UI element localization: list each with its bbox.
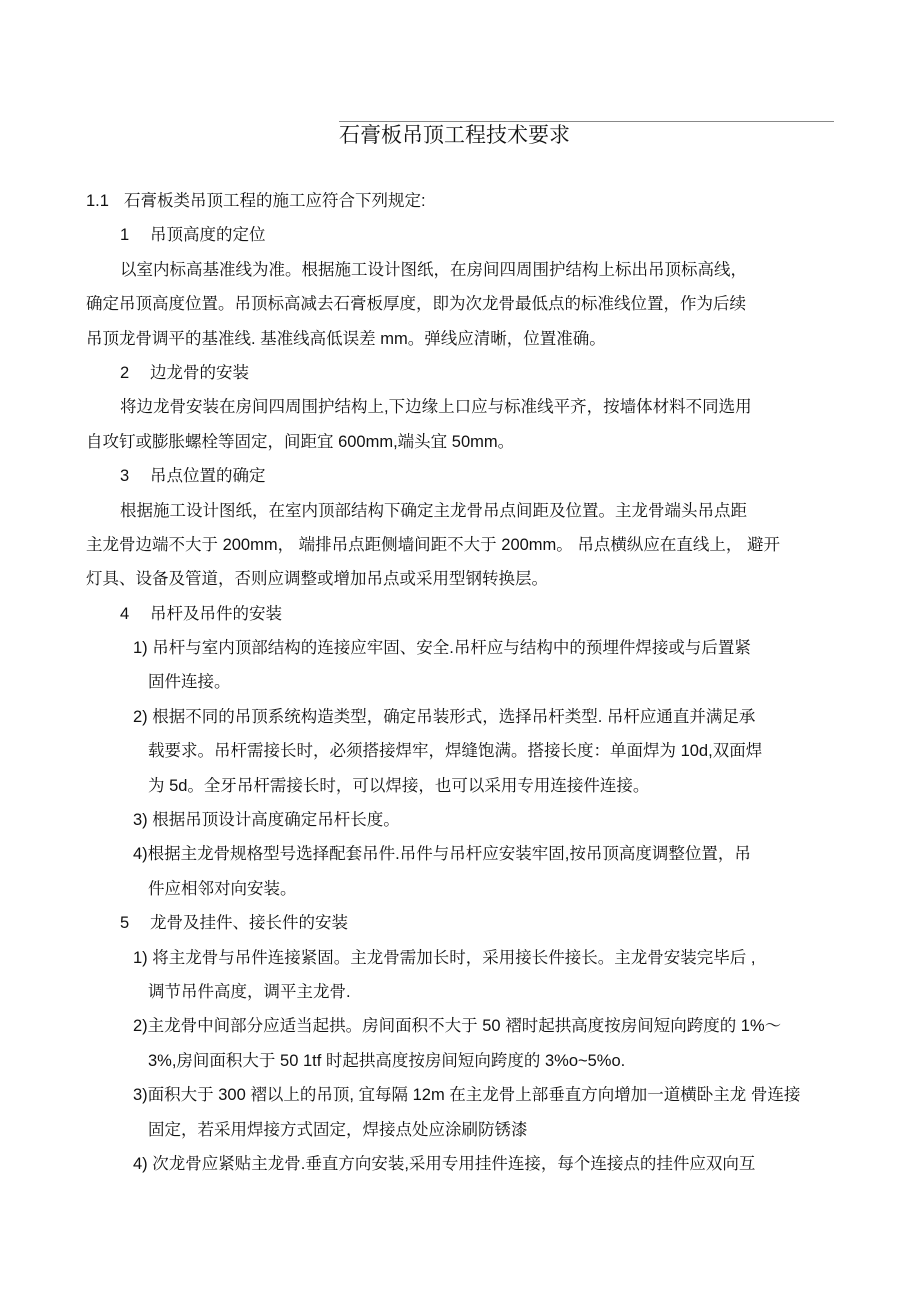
subsection-text: 吊顶高度的定位 bbox=[150, 226, 266, 245]
subsection-text: 边龙骨的安装 bbox=[150, 363, 249, 382]
paragraph-line: 确定吊顶高度位置。吊顶标高减去石膏板厚度，即为次龙骨最低点的标准线位置，作为后续 bbox=[86, 295, 746, 314]
list-item: 3)面积大于 300 褶以上的吊顶, 宜每隔 12m 在主龙骨上部垂直方向增加一道横卧主龙 骨连接 bbox=[133, 1086, 801, 1105]
subsection-heading bbox=[0, 218, 920, 252]
subsection-heading bbox=[0, 597, 920, 631]
paragraph-line: 灯具、设备及管道，否则应调整或增加吊点或采用型钢转换层。 bbox=[86, 570, 548, 589]
subsection-text: 吊杆及吊件的安装 bbox=[150, 604, 282, 623]
subsection-heading bbox=[0, 356, 920, 390]
list-item: 2) 根据不同的吊顶系统构造类型，确定吊装形式，选择吊杆类型. 吊杆应通直并满足承 bbox=[133, 707, 756, 726]
list-item-continuation: 载要求。吊杆需接长时，必须搭接焊牢，焊缝饱满。搭接长度：单面焊为 10d,双面焊 bbox=[148, 742, 763, 761]
section-number: 1.1 bbox=[86, 192, 109, 210]
list-item: 1) 吊杆与室内顶部结构的连接应牢固、安全.吊杆应与结构中的预埋件焊接或与后置紧 bbox=[133, 639, 751, 658]
list-item-continuation: 3%,房间面积大于 50 1tf 时起拱高度按房间短向跨度的 3%o~5%o. bbox=[148, 1051, 626, 1070]
subsection-number: 2 bbox=[120, 363, 130, 382]
document-title: 石膏板吊顶工程技术要求 bbox=[339, 123, 570, 147]
subsection-number: 1 bbox=[120, 226, 130, 245]
subsection-heading bbox=[0, 459, 920, 493]
subsection-number: 4 bbox=[120, 604, 130, 623]
paragraph-line: 自攻钉或膨胀螺栓等固定，间距宜 600mm,端头宜 50mm。 bbox=[86, 432, 515, 451]
subsection-text: 吊点位置的确定 bbox=[150, 467, 266, 486]
document-body bbox=[0, 184, 920, 1181]
list-item-continuation: 固定，若采用焊接方式固定，焊接点处应涂刷防锈漆 bbox=[148, 1120, 528, 1139]
list-item-continuation: 调节吊件高度，调平主龙骨. bbox=[148, 982, 351, 1001]
section-heading bbox=[0, 184, 920, 218]
paragraph-line: 将边龙骨安装在房间四周围护结构上,下边缘上口应与标准线平齐，按墙体材料不同选用 bbox=[120, 398, 752, 417]
list-item-continuation: 为 5d。全牙吊杆需接长时，可以焊接，也可以采用专用连接件连接。 bbox=[148, 776, 650, 795]
list-item: 3) 根据吊顶设计高度确定吊杆长度。 bbox=[133, 811, 400, 830]
section-text: 石膏板类吊顶工程的施工应符合下列规定: bbox=[124, 192, 426, 210]
list-item-continuation: 固件连接。 bbox=[148, 673, 231, 692]
paragraph-line: 吊顶龙骨调平的基准线. 基准线高低误差 mm。弹线应清晰，位置准确。 bbox=[86, 329, 606, 348]
paragraph-line: 根据施工设计图纸，在室内顶部结构下确定主龙骨吊点间距及位置。主龙骨端头吊点距 bbox=[120, 501, 747, 520]
list-item: 4) 次龙骨应紧贴主龙骨.垂直方向安装,采用专用挂件连接，每个连接点的挂件应双向互 bbox=[133, 1154, 756, 1173]
subsection-heading bbox=[0, 906, 920, 940]
subsection-number: 5 bbox=[120, 914, 130, 933]
paragraph-line: 以室内标高基准线为准。根据施工设计图纸，在房间四周围护结构上标出吊顶标高线， bbox=[120, 260, 747, 279]
subsection-text: 龙骨及挂件、接长件的安装 bbox=[150, 914, 348, 933]
list-item: 2)主龙骨中间部分应适当起拱。房间面积不大于 50 褶时起拱高度按房间短向跨度的 1%～ bbox=[133, 1017, 782, 1036]
paragraph-line: 主龙骨边端不大于 200mm， 端排吊点距侧墙间距不大于 200mm。 吊点横纵应在直线上， 避开 bbox=[86, 535, 780, 554]
list-item-continuation: 件应相邻对向安装。 bbox=[148, 879, 297, 898]
subsection-number: 3 bbox=[120, 467, 130, 486]
list-item: 1) 将主龙骨与吊件连接紧固。主龙骨需加长时，采用接长件接长。主龙骨安装完毕后 , bbox=[133, 948, 756, 967]
list-item: 4)根据主龙骨规格型号选择配套吊件.吊件与吊杆应安装牢固,按吊顶高度调整位置，吊 bbox=[133, 845, 751, 864]
